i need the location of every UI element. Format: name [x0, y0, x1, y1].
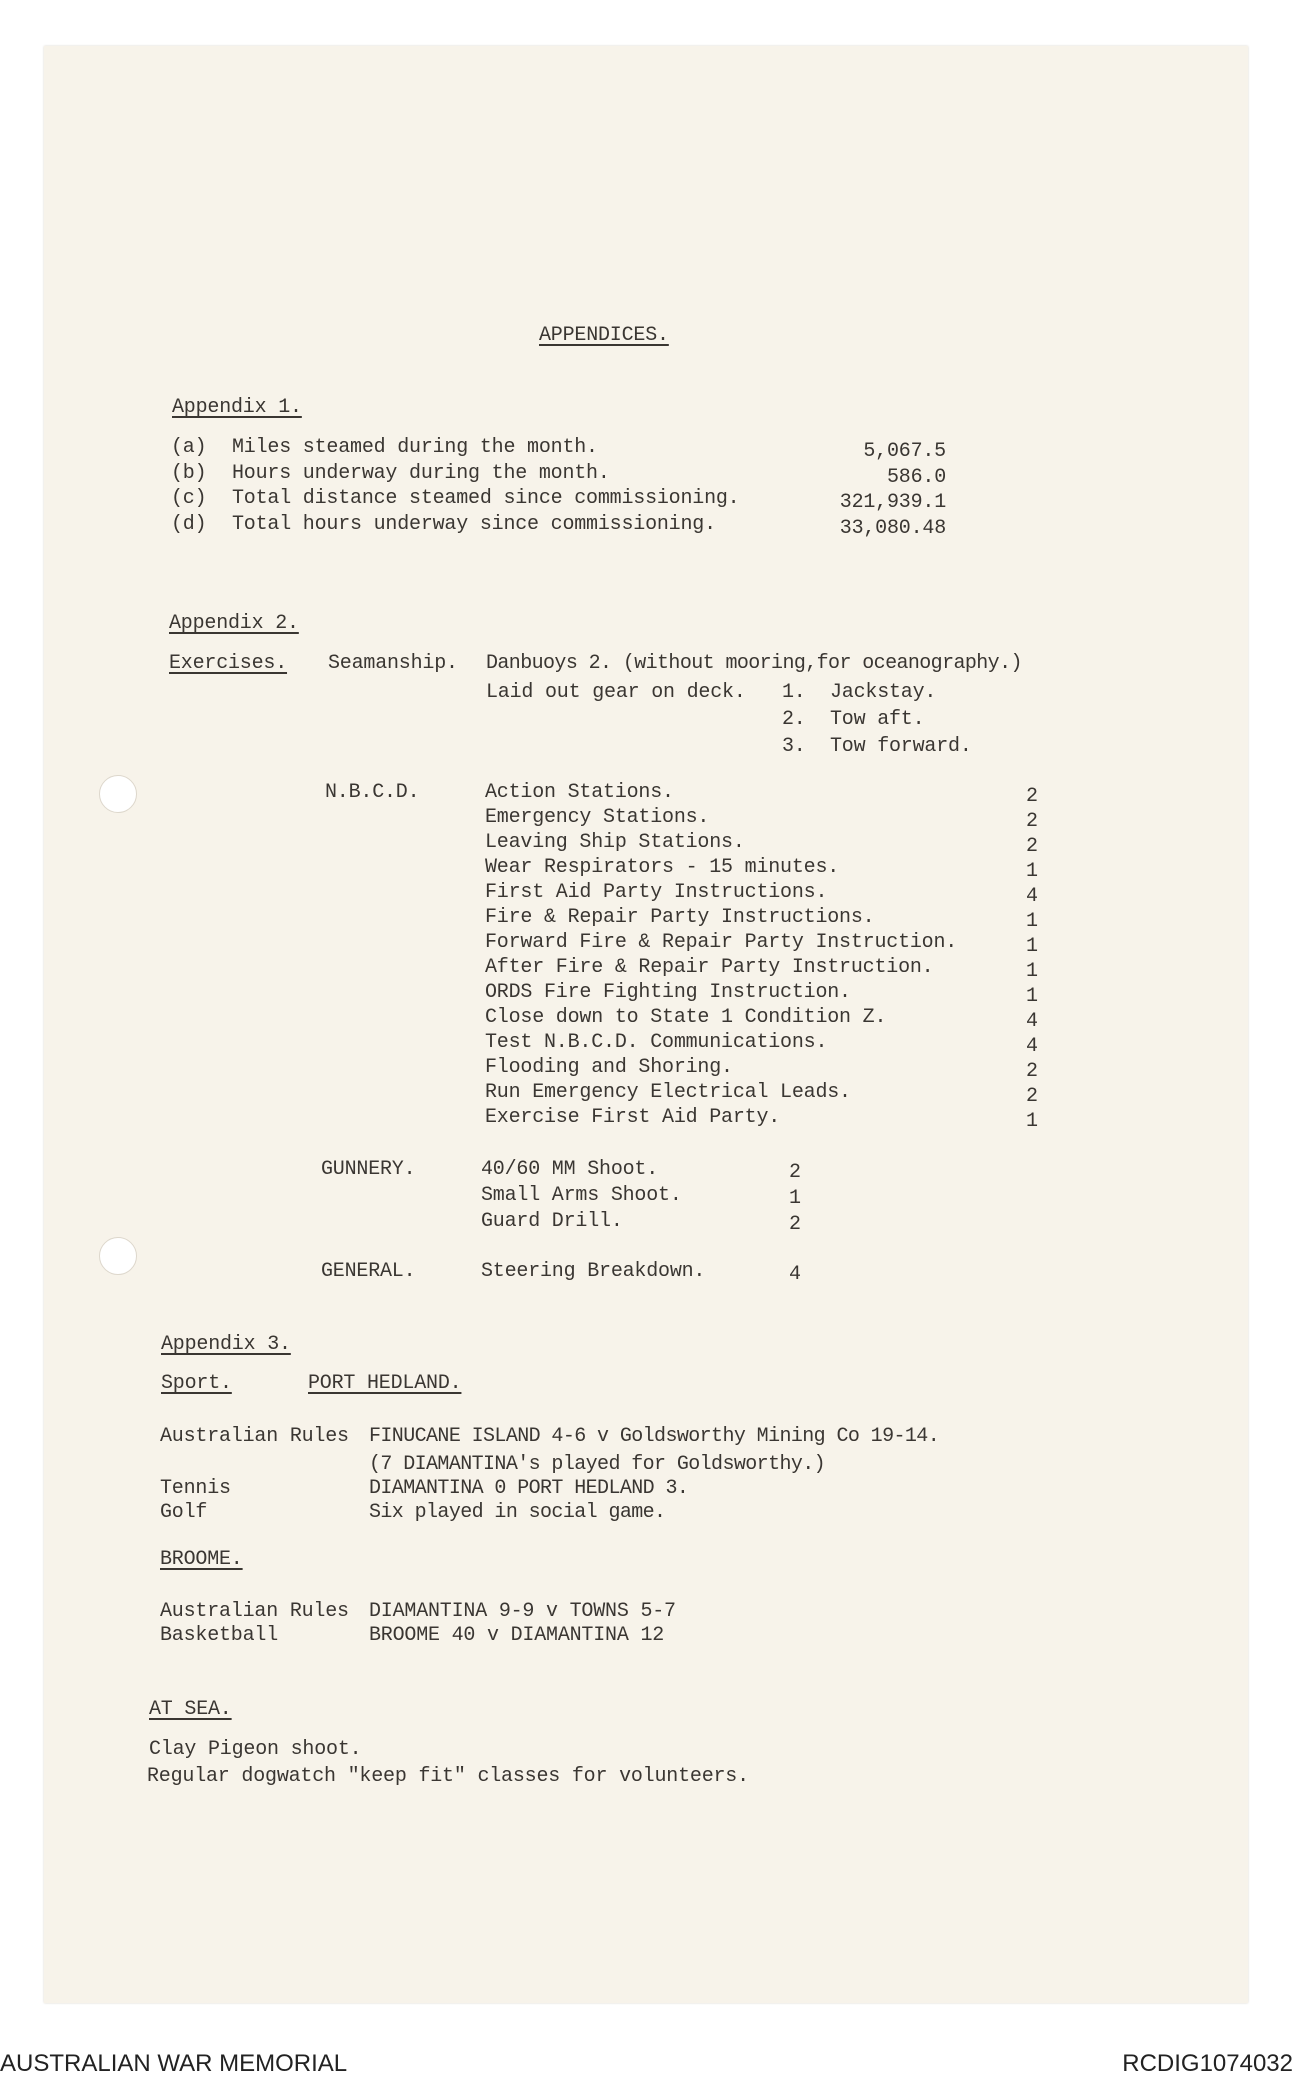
nbcd-count: 2	[1026, 835, 1038, 858]
row-value: 33,080.48	[839, 516, 946, 540]
nbcd-count: 1	[1026, 1110, 1038, 1133]
nbcd-item: Flooding and Shoring.	[485, 1056, 733, 1079]
nbcd-item: ORDS Fire Fighting Instruction.	[485, 981, 851, 1004]
punch-hole	[99, 1237, 137, 1275]
nbcd-item: Exercise First Aid Party.	[485, 1106, 781, 1129]
appendix-2-heading: Appendix 2.	[169, 612, 299, 635]
gunnery-item: Small Arms Shoot.	[481, 1184, 682, 1207]
gear-item: Tow aft.	[830, 708, 925, 731]
gear-number: 1.	[782, 681, 806, 704]
row-value: 586.0	[886, 465, 946, 489]
nbcd-count: 4	[1026, 1010, 1038, 1033]
nbcd-count: 4	[1026, 885, 1038, 908]
gunnery-label: GUNNERY.	[321, 1158, 416, 1181]
sport-result: BROOME 40 v DIAMANTINA 12	[369, 1624, 665, 1647]
broome-heading: BROOME.	[160, 1548, 243, 1571]
appendix-3-heading: Appendix 3.	[161, 1333, 291, 1356]
nbcd-count: 2	[1026, 810, 1038, 833]
row-label: (c)	[171, 487, 207, 510]
nbcd-count: 2	[1026, 785, 1038, 808]
nbcd-item: Leaving Ship Stations.	[485, 831, 745, 854]
row-value: 5,067.5	[863, 440, 946, 463]
seamanship-line-1: Danbuoys 2. (without mooring,for oceanography.)	[486, 652, 1022, 675]
nbcd-item: Forward Fire & Repair Party Instruction.	[485, 931, 958, 954]
punch-hole	[99, 775, 137, 813]
nbcd-count: 1	[1026, 935, 1038, 958]
nbcd-count: 1	[1026, 910, 1038, 933]
port-hedland-heading: PORT HEDLAND.	[308, 1372, 462, 1395]
sport-name: Tennis	[160, 1477, 231, 1500]
sport-name: Australian Rules	[160, 1425, 349, 1448]
nbcd-count: 2	[1026, 1085, 1038, 1108]
gear-item: Jackstay.	[830, 681, 937, 704]
row-label: (a)	[171, 436, 207, 459]
gunnery-count: 2	[789, 1213, 801, 1236]
gunnery-count: 2	[789, 1161, 801, 1184]
gunnery-item: Guard Drill.	[481, 1210, 623, 1233]
gunnery-count: 1	[789, 1187, 801, 1210]
sport-name: Australian Rules	[160, 1600, 349, 1623]
at-sea-line: Regular dogwatch "keep fit" classes for volunteers.	[147, 1765, 749, 1788]
sport-name: Golf	[160, 1501, 208, 1524]
nbcd-item: Fire & Repair Party Instructions.	[485, 906, 875, 929]
row-text: Total distance steamed since commissioning.	[232, 487, 740, 510]
at-sea-heading: AT SEA.	[149, 1698, 232, 1721]
row-text: Hours underway during the month.	[232, 461, 610, 485]
footer-source: AUSTRALIAN WAR MEMORIAL	[0, 2050, 348, 2077]
gear-number: 2.	[782, 708, 806, 731]
gunnery-item: 40/60 MM Shoot.	[481, 1158, 659, 1181]
sport-label: Sport.	[161, 1372, 232, 1395]
general-label: GENERAL.	[321, 1260, 416, 1283]
nbcd-count: 1	[1026, 960, 1038, 983]
sport-result: FINUCANE ISLAND 4-6 v Goldsworthy Mining Co 19-14.	[369, 1425, 940, 1448]
at-sea-line: Clay Pigeon shoot.	[149, 1738, 362, 1761]
sport-name: Basketball	[160, 1624, 279, 1647]
footer-id: RCDIG1074032	[1122, 2050, 1293, 2077]
seamanship-line-2: Laid out gear on deck.	[486, 681, 746, 704]
nbcd-item: First Aid Party Instructions.	[485, 881, 828, 904]
nbcd-count: 4	[1026, 1035, 1038, 1058]
sport-result: DIAMANTINA 9-9 v TOWNS 5-7	[369, 1600, 676, 1623]
gear-number: 3.	[782, 735, 806, 758]
general-item: Steering Breakdown.	[481, 1260, 706, 1283]
sport-result: Six played in social game.	[369, 1501, 666, 1524]
appendix-1-heading: Appendix 1.	[172, 396, 302, 419]
nbcd-count: 1	[1026, 985, 1038, 1008]
row-value: 321,939.1	[839, 491, 946, 514]
row-label: (d)	[171, 512, 207, 536]
nbcd-item: Run Emergency Electrical Leads.	[485, 1081, 851, 1104]
sport-result: (7 DIAMANTINA's played for Goldsworthy.)	[369, 1453, 826, 1476]
nbcd-item: Action Stations.	[485, 781, 674, 804]
gear-item: Tow forward.	[830, 735, 972, 758]
nbcd-item: Close down to State 1 Condition Z.	[485, 1006, 887, 1029]
row-text: Total hours underway since commissioning.	[232, 512, 716, 536]
page-title: APPENDICES.	[539, 324, 669, 347]
sport-result: DIAMANTINA 0 PORT HEDLAND 3.	[369, 1477, 689, 1500]
seamanship-label: Seamanship.	[328, 652, 458, 675]
nbcd-count: 1	[1026, 860, 1038, 883]
nbcd-item: Test N.B.C.D. Communications.	[485, 1031, 828, 1054]
nbcd-item: Wear Respirators - 15 minutes.	[485, 856, 840, 879]
nbcd-item: Emergency Stations.	[485, 806, 710, 829]
general-count: 4	[789, 1263, 801, 1286]
exercises-label: Exercises.	[169, 652, 288, 675]
row-text: Miles steamed during the month.	[232, 436, 598, 459]
nbcd-count: 2	[1026, 1060, 1038, 1083]
nbcd-item: After Fire & Repair Party Instruction.	[485, 956, 934, 979]
row-label: (b)	[171, 461, 207, 485]
nbcd-label: N.B.C.D.	[325, 781, 420, 804]
